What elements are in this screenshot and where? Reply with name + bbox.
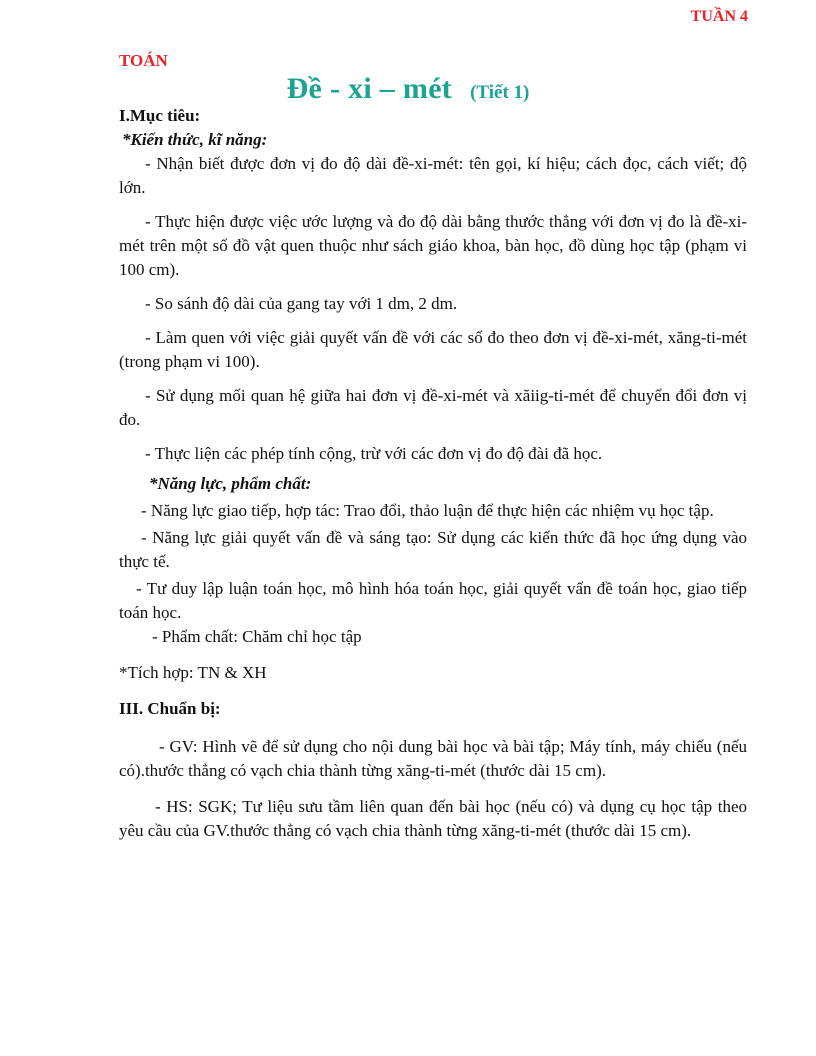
competency-item: - Năng lực giải quyết vấn đề và sáng tạo: Sử dụng các kiến thức đã học ứng dụng vào thực tế. [119,528,747,571]
knowledge-item: - Sử dụng mối quan hệ giữa hai đơn vị đề-xi-mét và xăiig-ti-mét để chuyển đổi đơn vị đo. [119,386,747,429]
subheading-knowledge: *Kiến thức, kĩ năng: [122,130,268,149]
competency-item: - Phẩm chất: Chăm chỉ học tập [152,627,362,646]
integration-note: *Tích hợp: TN & XH [119,663,267,682]
knowledge-item: - Thực liện các phép tính cộng, trừ với các đơn vị đo độ đài đã học. [145,444,603,463]
competency-item: - Năng lực giao tiếp, hợp tác: Trao đổi, thảo luận để thực hiện các nhiệm vụ học tập. [141,501,714,520]
subheading-competency: *Năng lực, phẩm chất: [149,474,312,493]
lesson-title-main: Đề - xi – mét [286,72,453,105]
document-body [119,104,747,843]
lesson-title-sub: (Tiết 1) [470,82,530,103]
preparation-item-student: - HS: SGK; Tư liệu sưu tầm liên quan đến bài học (nếu có) và dụng cụ học tập theo yêu cầu của GV.thước thẳng có vạch chia thành từng xăng-ti-mét (thước dài 15 cm). [119,797,747,840]
competency-item: - Tư duy lập luận toán học, mô hình hóa toán học, giải quyết vấn đề toán học, giao tiếp toán học. [119,579,747,622]
knowledge-item: - Nhận biết được đơn vị đo độ dài đề-xi-mét: tên gọi, kí hiệu; cách đọc, cách viết; độ lớn. [119,154,747,197]
subject-label: TOÁN [119,51,168,70]
knowledge-item: - Thực hiện được việc ước lượng và đo độ dài bằng thước thẳng với đơn vị đo là đề-xi-mét trên một số đồ vật quen thuộc như sách giáo khoa, bàn học, đồ dùng học tập (phạm vi 100 cm). [119,212,747,279]
preparation-item-teacher: - GV: Hình vẽ để sử dụng cho nội dung bài học và bài tập; Máy tính, máy chiếu (nếu có).thước thẳng có vạch chia thành từng xăng-ti-mét (thước dài 15 cm). [119,737,747,780]
knowledge-item: - So sánh độ dài của gang tay với 1 dm, 2 dm. [145,294,458,313]
section-heading-objectives: I.Mục tiêu: [119,106,201,125]
section-heading-preparation: III. Chuẩn bị: [119,699,221,718]
knowledge-item: - Làm quen với việc giải quyết vấn đề với các số đo theo đơn vị đề-xi-mét, xăng-ti-mét (trong phạm vi 100). [119,328,747,371]
week-label: TUẦN 4 [690,8,748,25]
lesson-title [0,72,816,106]
